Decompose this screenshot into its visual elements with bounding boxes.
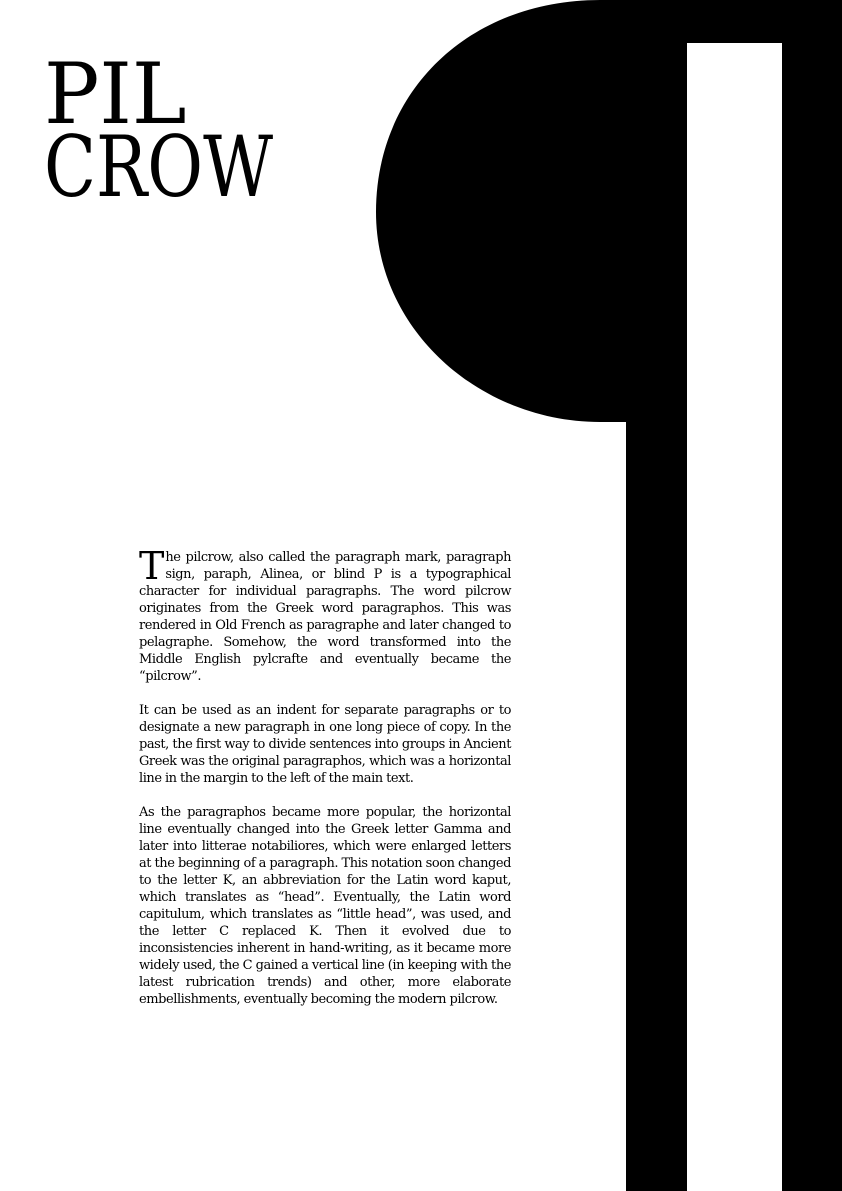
paragraph-3: As the paragraphos became more popular, the horizontal line eventually changed into the Greek letter Gamma and later into litterae notabiliores, which were enlarged letters at the beginning of a paragraph. This notation soon changed to the letter K, an abbreviation for the Latin word kaput, which translates as “head”. Eventually, the Latin word capitulum, which translates as “little head”, was used, and the letter C replaced K. Then it evolved due to inconsistencies inherent in hand-writing, as it became more widely used, the C gained a vertical line (in keeping with the latest rubrication trends) and other, more elaborate embellishments, eventually becoming the modern pilcrow.	[139, 805, 511, 1007]
title-line-1: PIL	[44, 45, 187, 143]
pilcrow-counter	[687, 43, 782, 1191]
paragraph-2: It can be used as an indent for separate paragraphs or to designate a new paragraph in one long piece of copy. In the past, the first way to divide sentences into groups in Ancient Greek was the original paragraphos, which was a horizontal line in the margin to the left of the main text.	[139, 703, 511, 786]
paragraph-1-text: he pilcrow, also called the paragraph mark, paragraph sign, paraph, Alinea, or blind P is a typographical character for individual paragraphs. The word pilcrow originates from the Greek word paragraphos. This was rendered in Old French as paragraphe and later changed to pelagraphe. Somehow, the word transformed into the Middle English pylcrafte and eventually became the “pilcrow”.	[139, 550, 511, 684]
paragraph-1	[139, 544, 511, 685]
drop-cap: T	[139, 544, 165, 588]
title-line-2: CROW	[44, 118, 274, 216]
body-text	[139, 544, 511, 1008]
